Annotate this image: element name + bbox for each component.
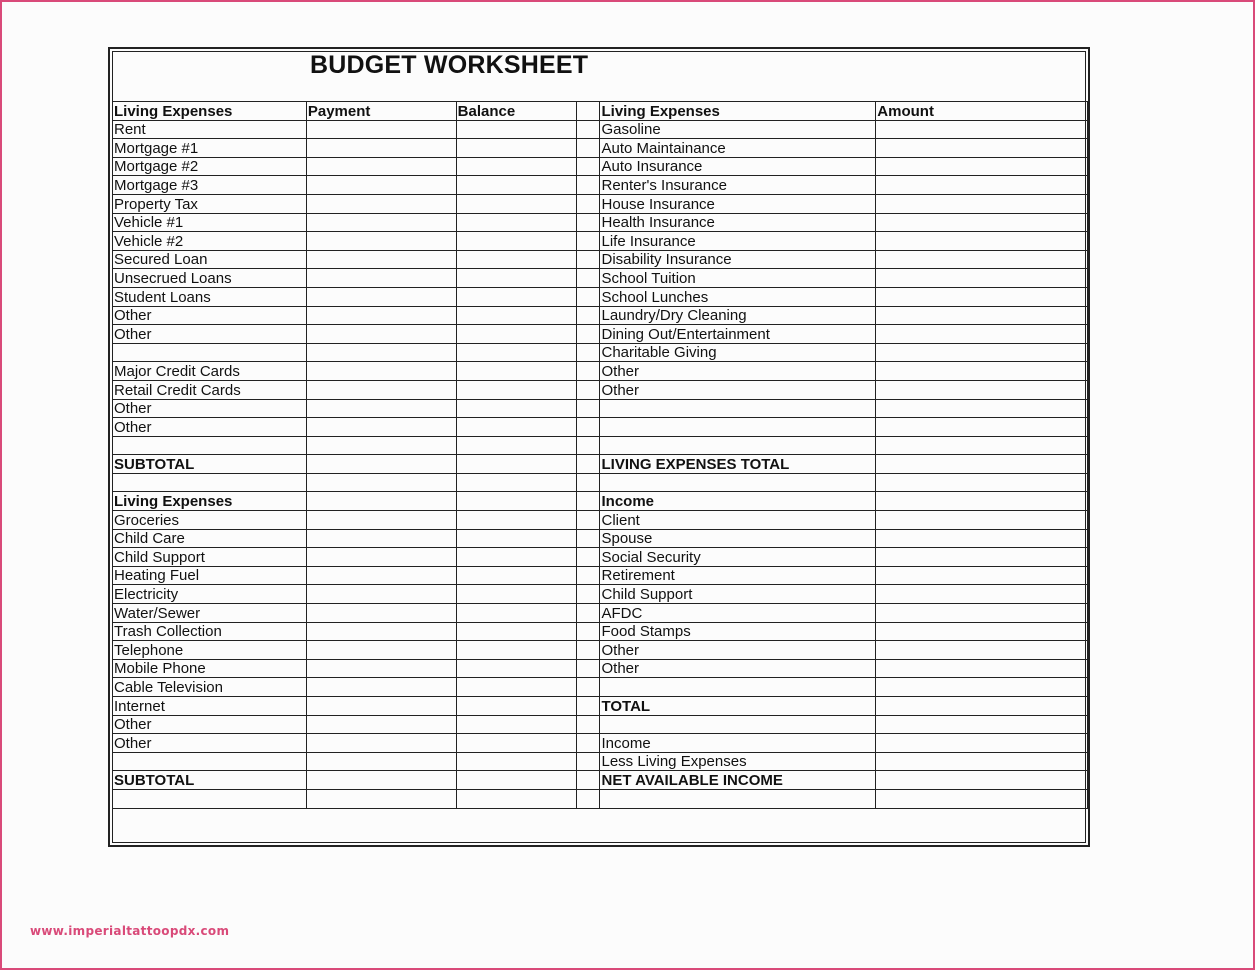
table-row [113, 287, 1088, 306]
right-label: TOTAL [600, 697, 876, 716]
column-gap [576, 622, 600, 641]
left-label: Mortgage #1 [113, 139, 307, 158]
column-gap [576, 102, 600, 121]
table-row [113, 250, 1088, 269]
right-label: LIVING EXPENSES TOTAL [600, 455, 876, 474]
balance-cell[interactable] [456, 306, 576, 325]
table-row [113, 566, 1088, 585]
column-gap [576, 734, 600, 753]
amount-cell[interactable] [876, 250, 1088, 269]
balance-cell[interactable] [456, 473, 576, 492]
column-gap [576, 678, 600, 697]
column-gap [576, 566, 600, 585]
balance-cell[interactable] [456, 269, 576, 288]
table-row [113, 585, 1088, 604]
amount-cell[interactable] [876, 176, 1088, 195]
amount-cell[interactable] [876, 287, 1088, 306]
column-gap [576, 213, 600, 232]
left-label: Trash Collection [113, 622, 307, 641]
right-label: Income [600, 734, 876, 753]
table-row [113, 529, 1088, 548]
table-row [113, 771, 1088, 790]
header-living-expenses-left: Living Expenses [113, 102, 307, 121]
left-label: Vehicle #1 [113, 213, 307, 232]
amount-cell[interactable] [876, 306, 1088, 325]
left-label: Unsecrued Loans [113, 269, 307, 288]
right-label: Gasoline [600, 120, 876, 139]
left-label: Heating Fuel [113, 566, 307, 585]
left-label: Other [113, 399, 307, 418]
left-label: Mortgage #2 [113, 157, 307, 176]
column-gap [576, 492, 600, 511]
column-gap [576, 659, 600, 678]
left-label: Student Loans [113, 287, 307, 306]
amount-cell[interactable] [876, 734, 1088, 753]
right-label [600, 789, 876, 808]
left-label: Vehicle #2 [113, 232, 307, 251]
column-gap [576, 436, 600, 455]
balance-cell[interactable] [456, 436, 576, 455]
balance-cell[interactable] [456, 232, 576, 251]
column-gap [576, 120, 600, 139]
right-label: Other [600, 659, 876, 678]
payment-cell[interactable] [306, 529, 456, 548]
balance-cell[interactable] [456, 176, 576, 195]
column-gap [576, 511, 600, 530]
balance-cell[interactable] [456, 362, 576, 381]
left-label: Other [113, 325, 307, 344]
column-gap [576, 585, 600, 604]
left-label: SUBTOTAL [113, 771, 307, 790]
right-label: School Tuition [600, 269, 876, 288]
payment-cell[interactable] [306, 697, 456, 716]
left-label: Mobile Phone [113, 659, 307, 678]
right-label [600, 436, 876, 455]
payment-cell[interactable] [306, 789, 456, 808]
amount-cell[interactable] [876, 120, 1088, 139]
balance-cell[interactable] [456, 343, 576, 362]
payment-cell[interactable] [306, 473, 456, 492]
column-gap [576, 250, 600, 269]
balance-cell[interactable] [456, 734, 576, 753]
payment-cell[interactable] [306, 399, 456, 418]
right-label: School Lunches [600, 287, 876, 306]
column-gap [576, 641, 600, 660]
payment-cell[interactable] [306, 548, 456, 567]
right-label [600, 715, 876, 734]
column-gap [576, 715, 600, 734]
left-label: Living Expenses [113, 492, 307, 511]
balance-cell[interactable] [456, 157, 576, 176]
amount-cell[interactable] [876, 325, 1088, 344]
balance-cell[interactable] [456, 418, 576, 437]
table-row [113, 139, 1088, 158]
left-label [113, 343, 307, 362]
table-row [113, 734, 1088, 753]
column-gap [576, 269, 600, 288]
payment-cell[interactable] [306, 380, 456, 399]
watermark-url: www.imperialtattoopdx.com [30, 924, 230, 938]
payment-cell[interactable] [306, 250, 456, 269]
right-label: Social Security [600, 548, 876, 567]
left-label: Property Tax [113, 194, 307, 213]
right-label: Food Stamps [600, 622, 876, 641]
amount-cell[interactable] [876, 752, 1088, 771]
amount-cell[interactable] [876, 529, 1088, 548]
payment-cell[interactable] [306, 362, 456, 381]
right-label [600, 678, 876, 697]
table-row [113, 659, 1088, 678]
header-balance: Balance [456, 102, 576, 121]
table-row [113, 715, 1088, 734]
amount-cell[interactable] [876, 678, 1088, 697]
amount-cell[interactable] [876, 455, 1088, 474]
right-label: AFDC [600, 604, 876, 623]
column-gap [576, 306, 600, 325]
table-row [113, 194, 1088, 213]
left-label: Secured Loan [113, 250, 307, 269]
left-label [113, 752, 307, 771]
left-label: Electricity [113, 585, 307, 604]
payment-cell[interactable] [306, 176, 456, 195]
amount-cell[interactable] [876, 566, 1088, 585]
column-gap [576, 380, 600, 399]
column-gap [576, 548, 600, 567]
payment-cell[interactable] [306, 269, 456, 288]
column-gap [576, 139, 600, 158]
budget-worksheet [108, 47, 1090, 847]
balance-cell[interactable] [456, 529, 576, 548]
right-label: Other [600, 362, 876, 381]
column-gap [576, 325, 600, 344]
column-gap [576, 287, 600, 306]
left-label: Other [113, 734, 307, 753]
table-row [113, 622, 1088, 641]
table-row [113, 641, 1088, 660]
right-label: Charitable Giving [600, 343, 876, 362]
payment-cell[interactable] [306, 752, 456, 771]
balance-cell[interactable] [456, 380, 576, 399]
amount-cell[interactable] [876, 473, 1088, 492]
right-label: Auto Maintainance [600, 139, 876, 158]
left-label: Retail Credit Cards [113, 380, 307, 399]
payment-cell[interactable] [306, 287, 456, 306]
payment-cell[interactable] [306, 194, 456, 213]
column-gap [576, 418, 600, 437]
payment-cell[interactable] [306, 436, 456, 455]
balance-cell[interactable] [456, 250, 576, 269]
payment-cell[interactable] [306, 511, 456, 530]
left-label: Child Support [113, 548, 307, 567]
right-label [600, 473, 876, 492]
payment-cell[interactable] [306, 771, 456, 790]
column-gap [576, 232, 600, 251]
table-row [113, 399, 1088, 418]
balance-cell[interactable] [456, 492, 576, 511]
right-label: Dining Out/Entertainment [600, 325, 876, 344]
left-label: Other [113, 418, 307, 437]
balance-cell[interactable] [456, 455, 576, 474]
amount-cell[interactable] [876, 343, 1088, 362]
amount-cell[interactable] [876, 492, 1088, 511]
table-row [113, 269, 1088, 288]
table-row [113, 604, 1088, 623]
left-label: Groceries [113, 511, 307, 530]
payment-cell[interactable] [306, 418, 456, 437]
left-label [113, 436, 307, 455]
amount-cell[interactable] [876, 232, 1088, 251]
payment-cell[interactable] [306, 120, 456, 139]
table-row [113, 380, 1088, 399]
balance-cell[interactable] [456, 697, 576, 716]
table-row [113, 325, 1088, 344]
payment-cell[interactable] [306, 343, 456, 362]
right-label: Renter's Insurance [600, 176, 876, 195]
table-row [113, 120, 1088, 139]
balance-cell[interactable] [456, 566, 576, 585]
column-gap [576, 176, 600, 195]
left-label: Child Care [113, 529, 307, 548]
balance-cell[interactable] [456, 678, 576, 697]
column-gap [576, 771, 600, 790]
balance-cell[interactable] [456, 641, 576, 660]
left-label [113, 473, 307, 492]
balance-cell[interactable] [456, 715, 576, 734]
left-label: Telephone [113, 641, 307, 660]
balance-cell[interactable] [456, 771, 576, 790]
column-gap [576, 455, 600, 474]
amount-cell[interactable] [876, 622, 1088, 641]
right-label: Less Living Expenses [600, 752, 876, 771]
amount-cell[interactable] [876, 548, 1088, 567]
amount-cell[interactable] [876, 399, 1088, 418]
payment-cell[interactable] [306, 492, 456, 511]
column-gap [576, 194, 600, 213]
amount-cell[interactable] [876, 585, 1088, 604]
amount-cell[interactable] [876, 511, 1088, 530]
right-label: Disability Insurance [600, 250, 876, 269]
table-row [113, 362, 1088, 381]
payment-cell[interactable] [306, 157, 456, 176]
balance-cell[interactable] [456, 752, 576, 771]
balance-cell[interactable] [456, 399, 576, 418]
amount-cell[interactable] [876, 604, 1088, 623]
amount-cell[interactable] [876, 715, 1088, 734]
amount-cell[interactable] [876, 157, 1088, 176]
amount-cell[interactable] [876, 418, 1088, 437]
column-gap [576, 343, 600, 362]
payment-cell[interactable] [306, 622, 456, 641]
payment-cell[interactable] [306, 325, 456, 344]
table-row [113, 343, 1088, 362]
right-label: Client [600, 511, 876, 530]
payment-cell[interactable] [306, 455, 456, 474]
right-label: Other [600, 380, 876, 399]
table-row [113, 548, 1088, 567]
table-row [113, 436, 1088, 455]
amount-cell[interactable] [876, 362, 1088, 381]
amount-cell[interactable] [876, 697, 1088, 716]
balance-cell[interactable] [456, 548, 576, 567]
payment-cell[interactable] [306, 213, 456, 232]
balance-cell[interactable] [456, 213, 576, 232]
right-label: Retirement [600, 566, 876, 585]
payment-cell[interactable] [306, 641, 456, 660]
payment-cell[interactable] [306, 715, 456, 734]
balance-cell[interactable] [456, 511, 576, 530]
amount-cell[interactable] [876, 194, 1088, 213]
left-label: Internet [113, 697, 307, 716]
table-row [113, 418, 1088, 437]
left-label: SUBTOTAL [113, 455, 307, 474]
column-gap [576, 362, 600, 381]
balance-cell[interactable] [456, 659, 576, 678]
payment-cell[interactable] [306, 139, 456, 158]
table-row [113, 678, 1088, 697]
right-label: House Insurance [600, 194, 876, 213]
table-row [113, 232, 1088, 251]
balance-cell[interactable] [456, 325, 576, 344]
budget-table [112, 101, 1088, 809]
left-label: Other [113, 306, 307, 325]
balance-cell[interactable] [456, 139, 576, 158]
balance-cell[interactable] [456, 604, 576, 623]
payment-cell[interactable] [306, 566, 456, 585]
amount-cell[interactable] [876, 641, 1088, 660]
column-gap [576, 529, 600, 548]
right-label: Laundry/Dry Cleaning [600, 306, 876, 325]
column-gap [576, 752, 600, 771]
header-row [113, 102, 1088, 121]
balance-cell[interactable] [456, 622, 576, 641]
payment-cell[interactable] [306, 585, 456, 604]
balance-cell[interactable] [456, 194, 576, 213]
column-gap [576, 697, 600, 716]
header-payment: Payment [306, 102, 456, 121]
worksheet-title: BUDGET WORKSHEET [310, 51, 589, 79]
amount-cell[interactable] [876, 269, 1088, 288]
right-label: Health Insurance [600, 213, 876, 232]
left-label: Other [113, 715, 307, 734]
header-amount: Amount [876, 102, 1088, 121]
table-row [113, 176, 1088, 195]
balance-cell[interactable] [456, 120, 576, 139]
payment-cell[interactable] [306, 306, 456, 325]
column-gap [576, 399, 600, 418]
right-label: Other [600, 641, 876, 660]
right-label [600, 399, 876, 418]
header-living-expenses-right: Living Expenses [600, 102, 876, 121]
table-row [113, 789, 1088, 808]
balance-cell[interactable] [456, 789, 576, 808]
right-label: Spouse [600, 529, 876, 548]
right-label: Child Support [600, 585, 876, 604]
right-label: Auto Insurance [600, 157, 876, 176]
amount-cell[interactable] [876, 436, 1088, 455]
column-gap [576, 157, 600, 176]
table-row [113, 752, 1088, 771]
table-row [113, 455, 1088, 474]
table-row [113, 697, 1088, 716]
amount-cell[interactable] [876, 789, 1088, 808]
payment-cell[interactable] [306, 678, 456, 697]
table-row [113, 306, 1088, 325]
left-label [113, 789, 307, 808]
right-label: Life Insurance [600, 232, 876, 251]
table-row [113, 492, 1088, 511]
table-row [113, 473, 1088, 492]
amount-cell[interactable] [876, 139, 1088, 158]
amount-cell[interactable] [876, 380, 1088, 399]
column-gap [576, 604, 600, 623]
amount-cell[interactable] [876, 213, 1088, 232]
payment-cell[interactable] [306, 734, 456, 753]
amount-cell[interactable] [876, 659, 1088, 678]
left-label: Cable Television [113, 678, 307, 697]
payment-cell[interactable] [306, 232, 456, 251]
column-gap [576, 789, 600, 808]
left-label: Major Credit Cards [113, 362, 307, 381]
balance-cell[interactable] [456, 585, 576, 604]
left-label: Water/Sewer [113, 604, 307, 623]
balance-cell[interactable] [456, 287, 576, 306]
amount-cell[interactable] [876, 771, 1088, 790]
table-row [113, 157, 1088, 176]
payment-cell[interactable] [306, 659, 456, 678]
right-label: NET AVAILABLE INCOME [600, 771, 876, 790]
left-label: Rent [113, 120, 307, 139]
table-row [113, 213, 1088, 232]
column-gap [576, 473, 600, 492]
right-label [600, 418, 876, 437]
left-label: Mortgage #3 [113, 176, 307, 195]
right-label: Income [600, 492, 876, 511]
payment-cell[interactable] [306, 604, 456, 623]
table-row [113, 511, 1088, 530]
